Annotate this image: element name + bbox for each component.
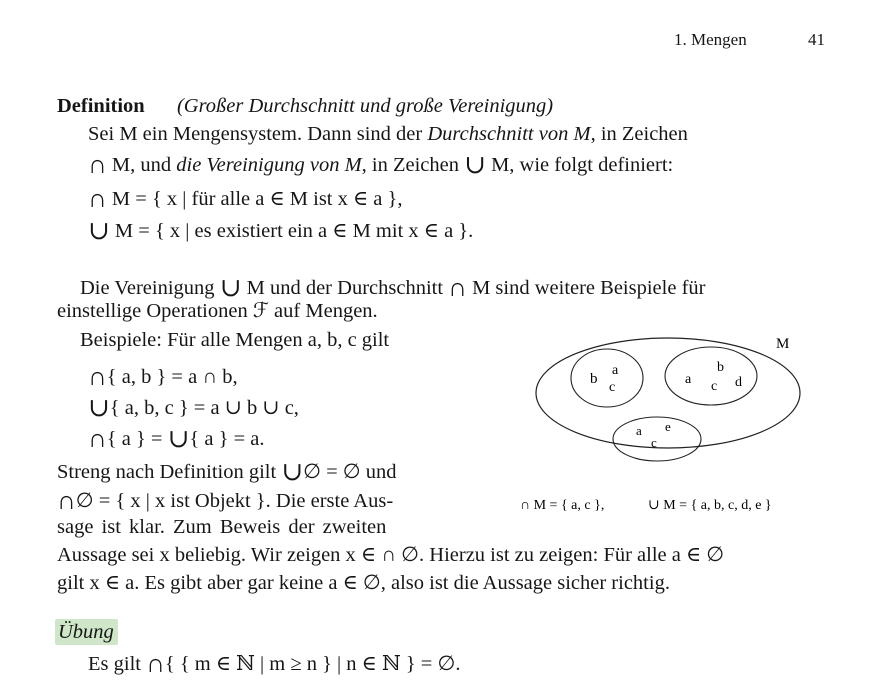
definition-heading xyxy=(57,96,553,117)
subset-1-ellipse xyxy=(571,349,643,407)
subset-3-ellipse xyxy=(613,417,701,461)
formula-cap: ∩ M = { x | für alle a ∈ M ist x ∈ a }, xyxy=(88,184,403,213)
set-diagram xyxy=(520,328,830,528)
example-3: ∩{ a } = ∪{ a } = a. xyxy=(88,424,265,453)
big-cap-symbol: ∩ xyxy=(146,649,165,678)
exercise-text: Es gilt ∩{ { m ∈ ℕ | m ≥ n } | n ∈ ℕ } = ∅. xyxy=(88,649,461,678)
para1-line-2: einstellige Operationen ℱ auf Mengen. xyxy=(57,300,378,322)
para2-line-5: gilt x ∈ a. Es gibt aber gar keine a ∈ ∅, also ist die Aussage sicher richtig. xyxy=(57,572,670,594)
big-cup-symbol: ∪ xyxy=(281,457,304,486)
examples-intro: Beispiele: Für alle Mengen a, b, c gilt xyxy=(80,329,390,351)
big-cup-symbol: ∪ xyxy=(88,216,110,245)
big-cap-symbol: ∩ xyxy=(448,273,467,302)
definition-title: Definition xyxy=(57,95,145,117)
subset-2-ellipse xyxy=(665,347,757,405)
big-cap-symbol: ∩ xyxy=(88,424,107,453)
para2-line-2: ∩∅ = { x | x ist Objekt }. Die erste Aus- xyxy=(57,486,394,515)
big-cap-symbol: ∩ xyxy=(88,362,107,391)
subset-1-element: a xyxy=(612,363,619,378)
formula-cup: ∪ M = { x | es existiert ein a ∈ M mit x ∈ a }. xyxy=(88,216,474,245)
subset-3-element: e xyxy=(665,419,671,434)
definition-subtitle: (Großer Durchschnitt und große Vereinigung) xyxy=(176,95,554,117)
subset-2-element: a xyxy=(685,372,692,387)
big-cup-symbol: ∪ xyxy=(219,273,242,302)
para2-line-1: Streng nach Definition gilt ∪∅ = ∅ und xyxy=(57,457,397,486)
subset-2-element: d xyxy=(735,375,742,390)
big-cap-symbol: ∩ xyxy=(88,150,107,179)
subset-3-element: a xyxy=(636,423,642,438)
exercise-label xyxy=(55,622,118,643)
big-cup-symbol: ∪ xyxy=(167,424,190,453)
subset-2-element: b xyxy=(717,360,724,375)
caption-intersection: ∩ M = { a, c }, xyxy=(520,498,605,513)
big-cup-symbol: ∪ xyxy=(88,393,110,422)
exercise-highlight: Übung xyxy=(55,619,118,645)
outer-set-label: M xyxy=(776,336,790,352)
subset-1-element: c xyxy=(609,380,616,395)
para2-line-4: Aussage sei x beliebig. Wir zeigen x ∈ ∩ ∅. Hierzu ist zu zeigen: Für alle a ∈ ∅ xyxy=(57,544,725,566)
definition-line-2: ∩ M, und die Vereinigung von M, in Zeichen ∪ M, wie folgt definiert: xyxy=(88,150,674,179)
subset-3-element: c xyxy=(651,435,657,450)
caption-union: ∪ M = { a, b, c, d, e } xyxy=(648,498,772,513)
page-number: 41 xyxy=(808,30,825,49)
big-cap-symbol: ∩ xyxy=(88,184,107,213)
definition-line-1: Sei M ein Mengensystem. Dann sind der Durchschnitt von M, in Zeichen xyxy=(88,123,688,145)
big-cup-symbol: ∪ xyxy=(464,150,486,179)
para1-line-1: Die Vereinigung ∪ M und der Durchschnitt ∩ M sind weitere Beispiele für xyxy=(80,273,706,302)
example-1: ∩{ a, b } = a ∩ b, xyxy=(88,362,238,391)
para2-line-3: sage ist klar. Zum Beweis der zweiten xyxy=(57,516,387,538)
subset-2-element: c xyxy=(711,379,718,394)
subset-1-element: b xyxy=(590,371,598,387)
big-cap-symbol: ∩ xyxy=(57,486,76,515)
running-header: 1. Mengen xyxy=(674,30,747,49)
example-2: ∪{ a, b, c } = a ∪ b ∪ c, xyxy=(88,393,299,422)
